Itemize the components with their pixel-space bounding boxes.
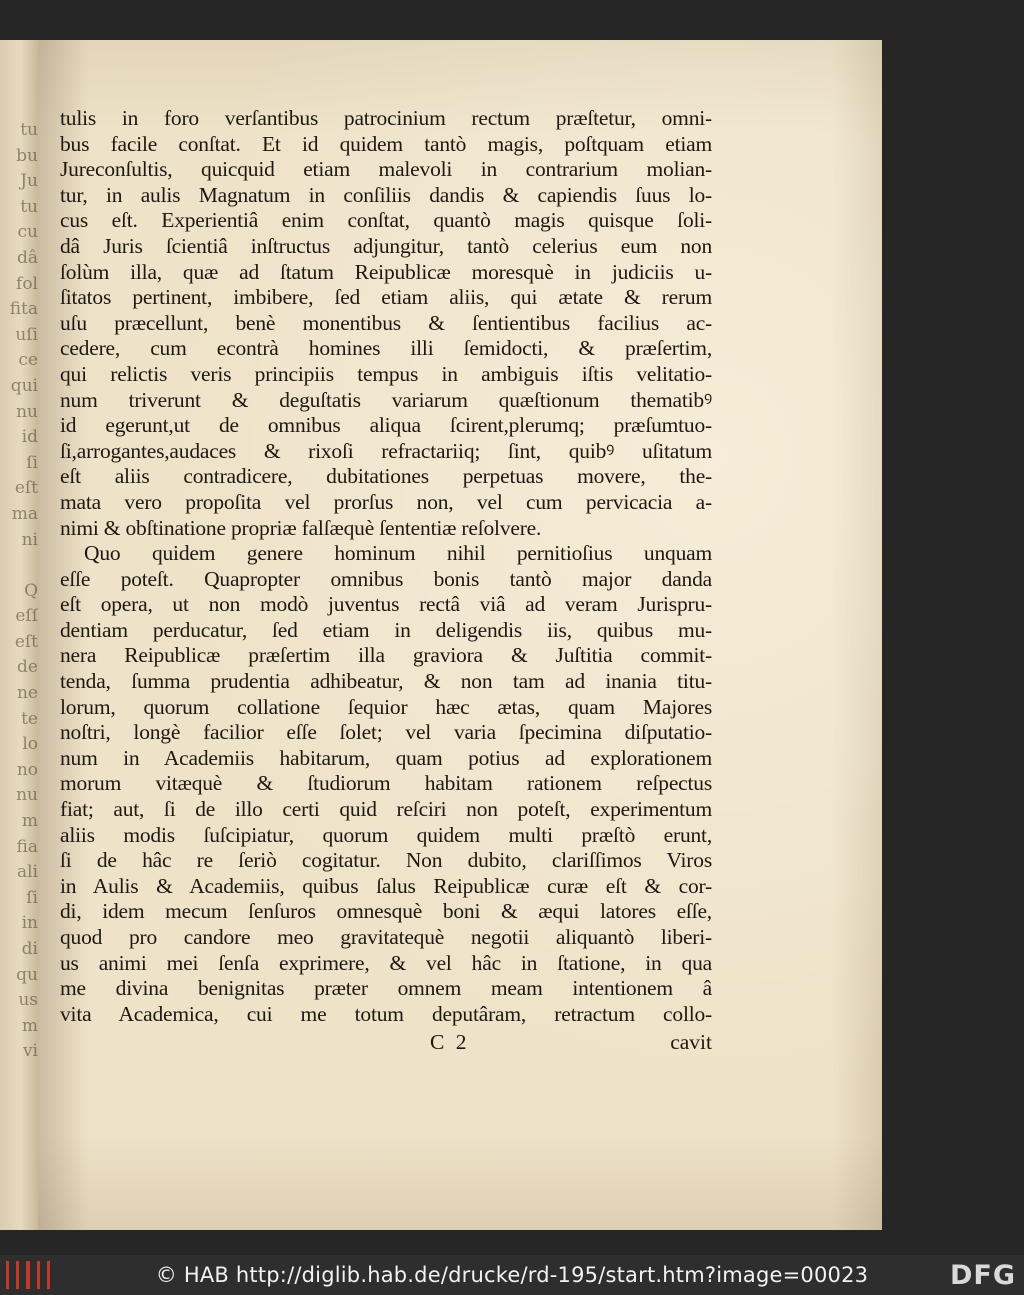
signature-mark: C 2 xyxy=(430,1030,470,1054)
fragment-line: nu xyxy=(16,785,38,806)
fragment-line: qu xyxy=(16,964,38,985)
fragment-line: m xyxy=(21,811,38,832)
text-line: eſt aliis contradicere, dubitationes perpetuas movere, the- xyxy=(60,464,712,489)
fragment-line: ſi xyxy=(26,887,38,908)
text-line: us animi mei ſenſa exprimere, & vel hâc in ſtatione, in qua xyxy=(60,950,712,975)
text-line: nera Reipublicæ præſertim illa graviora & Juſtitia commit- xyxy=(60,643,712,668)
fragment-line: uſi xyxy=(15,324,38,345)
fragment-line: tu xyxy=(20,196,38,217)
fragment-line: eſſ xyxy=(15,606,38,627)
text-line: tulis in foro verſantibus patrocinium rectum præſtetur, omni- xyxy=(60,106,712,130)
fragment-line: us xyxy=(18,990,38,1011)
text-line: dâ Juris ſcientiâ inſtructus adjungitur, tantò celerius eum non xyxy=(60,233,712,258)
fragment-line: eſt xyxy=(14,631,38,652)
text-line: noſtri, longè facilior eſſe ſolet; vel varia ſpecimina diſputatio- xyxy=(60,720,712,745)
text-line: vita Academica, cui me totum deputâram, retractum collo- xyxy=(60,1001,712,1026)
fragment-line: di xyxy=(21,939,38,959)
page-body-text xyxy=(60,106,712,1027)
fragment-line: ce xyxy=(18,350,38,371)
text-line: ſolùm illa, quæ ad ſtatum Reipublicæ moresquè in judiciis u- xyxy=(60,259,712,284)
fragment-line: eſt xyxy=(14,478,38,499)
text-line: eſt opera, ut non modò juventus rectâ viâ ad veram Jurispru- xyxy=(60,592,712,617)
fragment-line xyxy=(0,553,38,579)
facing-page-fragments xyxy=(0,118,38,1065)
fragment-line: cu xyxy=(17,222,38,243)
fragment-line: ni xyxy=(21,529,38,550)
text-line: mata vero propoſita vel prorſus non, vel cum pervicacia a- xyxy=(60,489,712,514)
fragment-line: dâ xyxy=(16,247,38,268)
page-footer xyxy=(60,1030,712,1056)
text-line: cus eſt. Experientiâ enim conſtat, quantò magis quisque ſoli- xyxy=(60,208,712,233)
book-page xyxy=(38,40,882,1230)
text-line: fiat; aut, ſi de illo certi quid reſciri non poteſt, experimentum xyxy=(60,797,712,822)
text-line: lorum, quorum collatione ſequior hæc ætas, quam Majores xyxy=(60,694,712,719)
dfg-logo: DFG xyxy=(949,1260,1016,1291)
fragment-line: nu xyxy=(16,401,38,422)
fragment-line: lo xyxy=(22,734,38,755)
text-line: quod pro candore meo gravitatequè negotii aliquantò liberi- xyxy=(60,925,712,949)
text-line: cedere, cum econtrà homines illi ſemidocti, & præſertim, xyxy=(60,336,712,361)
text-line: id egerunt,ut de omnibus aliqua ſcirent,plerumq; præſumtuo- xyxy=(60,413,712,438)
text-line: ſitatos pertinent, imbibere, ſed etiam aliis, qui ætate & rerum xyxy=(60,285,712,310)
fragment-line: qui xyxy=(10,375,38,396)
fragment-line: fia xyxy=(16,836,38,857)
fragment-line: vi xyxy=(22,1041,38,1062)
text-line: in Aulis & Academiis, quibus ſalus Reipublicæ curæ eſt & cor- xyxy=(60,873,712,898)
text-line: ſi de hâc re ſeriò cogitatur. Non dubito, clariſſimos Viros xyxy=(60,848,712,873)
text-line: nimi & obſtinatione propriæ falſæquè ſententiæ reſolvere. xyxy=(60,515,542,540)
text-line: morum vitæquè & ſtudiorum habitam rationem reſpectus xyxy=(60,771,712,796)
copyright-link[interactable]: © HAB http://diglib.hab.de/drucke/rd-195/start.htm?image=00023 xyxy=(155,1263,869,1287)
fragment-line: tu xyxy=(20,120,38,140)
text-line: Quo quidem genere hominum nihil pernitioſius unquam xyxy=(84,541,712,566)
fragment-line: Ju xyxy=(20,171,38,192)
fragment-line: ma xyxy=(11,503,38,524)
text-line: Jureconſultis, quicquid etiam malevoli in contrarium molian- xyxy=(60,157,712,182)
fragment-line: fita xyxy=(9,299,38,320)
text-line: di, idem mecum ſenſuros omnesquè boni & æqui latores eſſe, xyxy=(60,899,712,924)
fragment-line: in xyxy=(21,913,38,934)
text-line: tenda, ſumma prudentia adhibeatur, & non tam ad inania titu- xyxy=(60,669,712,694)
text-line: ſi,arrogantes,audaces & rixoſi refractariiq; ſint, quibꝰ uſitatum xyxy=(60,438,712,463)
text-line: num in Academiis habitarum, quam potius ad explorationem xyxy=(60,745,712,770)
fragment-line: m xyxy=(21,1015,38,1036)
fragment-line: ali xyxy=(16,862,38,883)
text-line: num triverunt & deguſtatis variarum quæſtionum thematibꝰ xyxy=(60,387,712,412)
facing-page-edge xyxy=(0,40,38,1230)
text-line: bus facile conſtat. Et id quidem tantò magis, poſtquam etiam xyxy=(60,131,712,156)
fragment-line: bu xyxy=(16,145,38,166)
text-line: uſu præcellunt, benè monentibus & ſentientibus facilius ac- xyxy=(60,310,712,335)
text-line: eſſe poteſt. Quapropter omnibus bonis tantò major danda xyxy=(60,566,712,591)
fragment-line: ſi xyxy=(26,452,38,473)
text-line: aliis modis ſuſcipiatur, quorum quidem multi præſtò erunt, xyxy=(60,822,712,847)
fragment-line: te xyxy=(21,708,38,729)
fragment-line: Q xyxy=(24,580,38,601)
fragment-line: fol xyxy=(16,273,38,294)
fragment-line: de xyxy=(17,657,38,678)
fragment-line: ne xyxy=(16,683,38,704)
fragment-line: id xyxy=(21,427,38,448)
text-line: qui relictis veris principiis tempus in ambiguis iſtis velitatio- xyxy=(60,361,712,386)
text-line: dentiam perducatur, ſed etiam in deligendis iis, quibus mu- xyxy=(60,617,712,642)
text-line: tur, in aulis Magnatum in conſiliis dandis & capiendis ſuus lo- xyxy=(60,182,712,207)
catchword: cavit xyxy=(670,1030,712,1054)
fragment-line: no xyxy=(16,759,38,780)
attribution-bar xyxy=(0,1255,1024,1295)
text-line: me divina benignitas præter omnem meam intentionem â xyxy=(60,976,712,1001)
